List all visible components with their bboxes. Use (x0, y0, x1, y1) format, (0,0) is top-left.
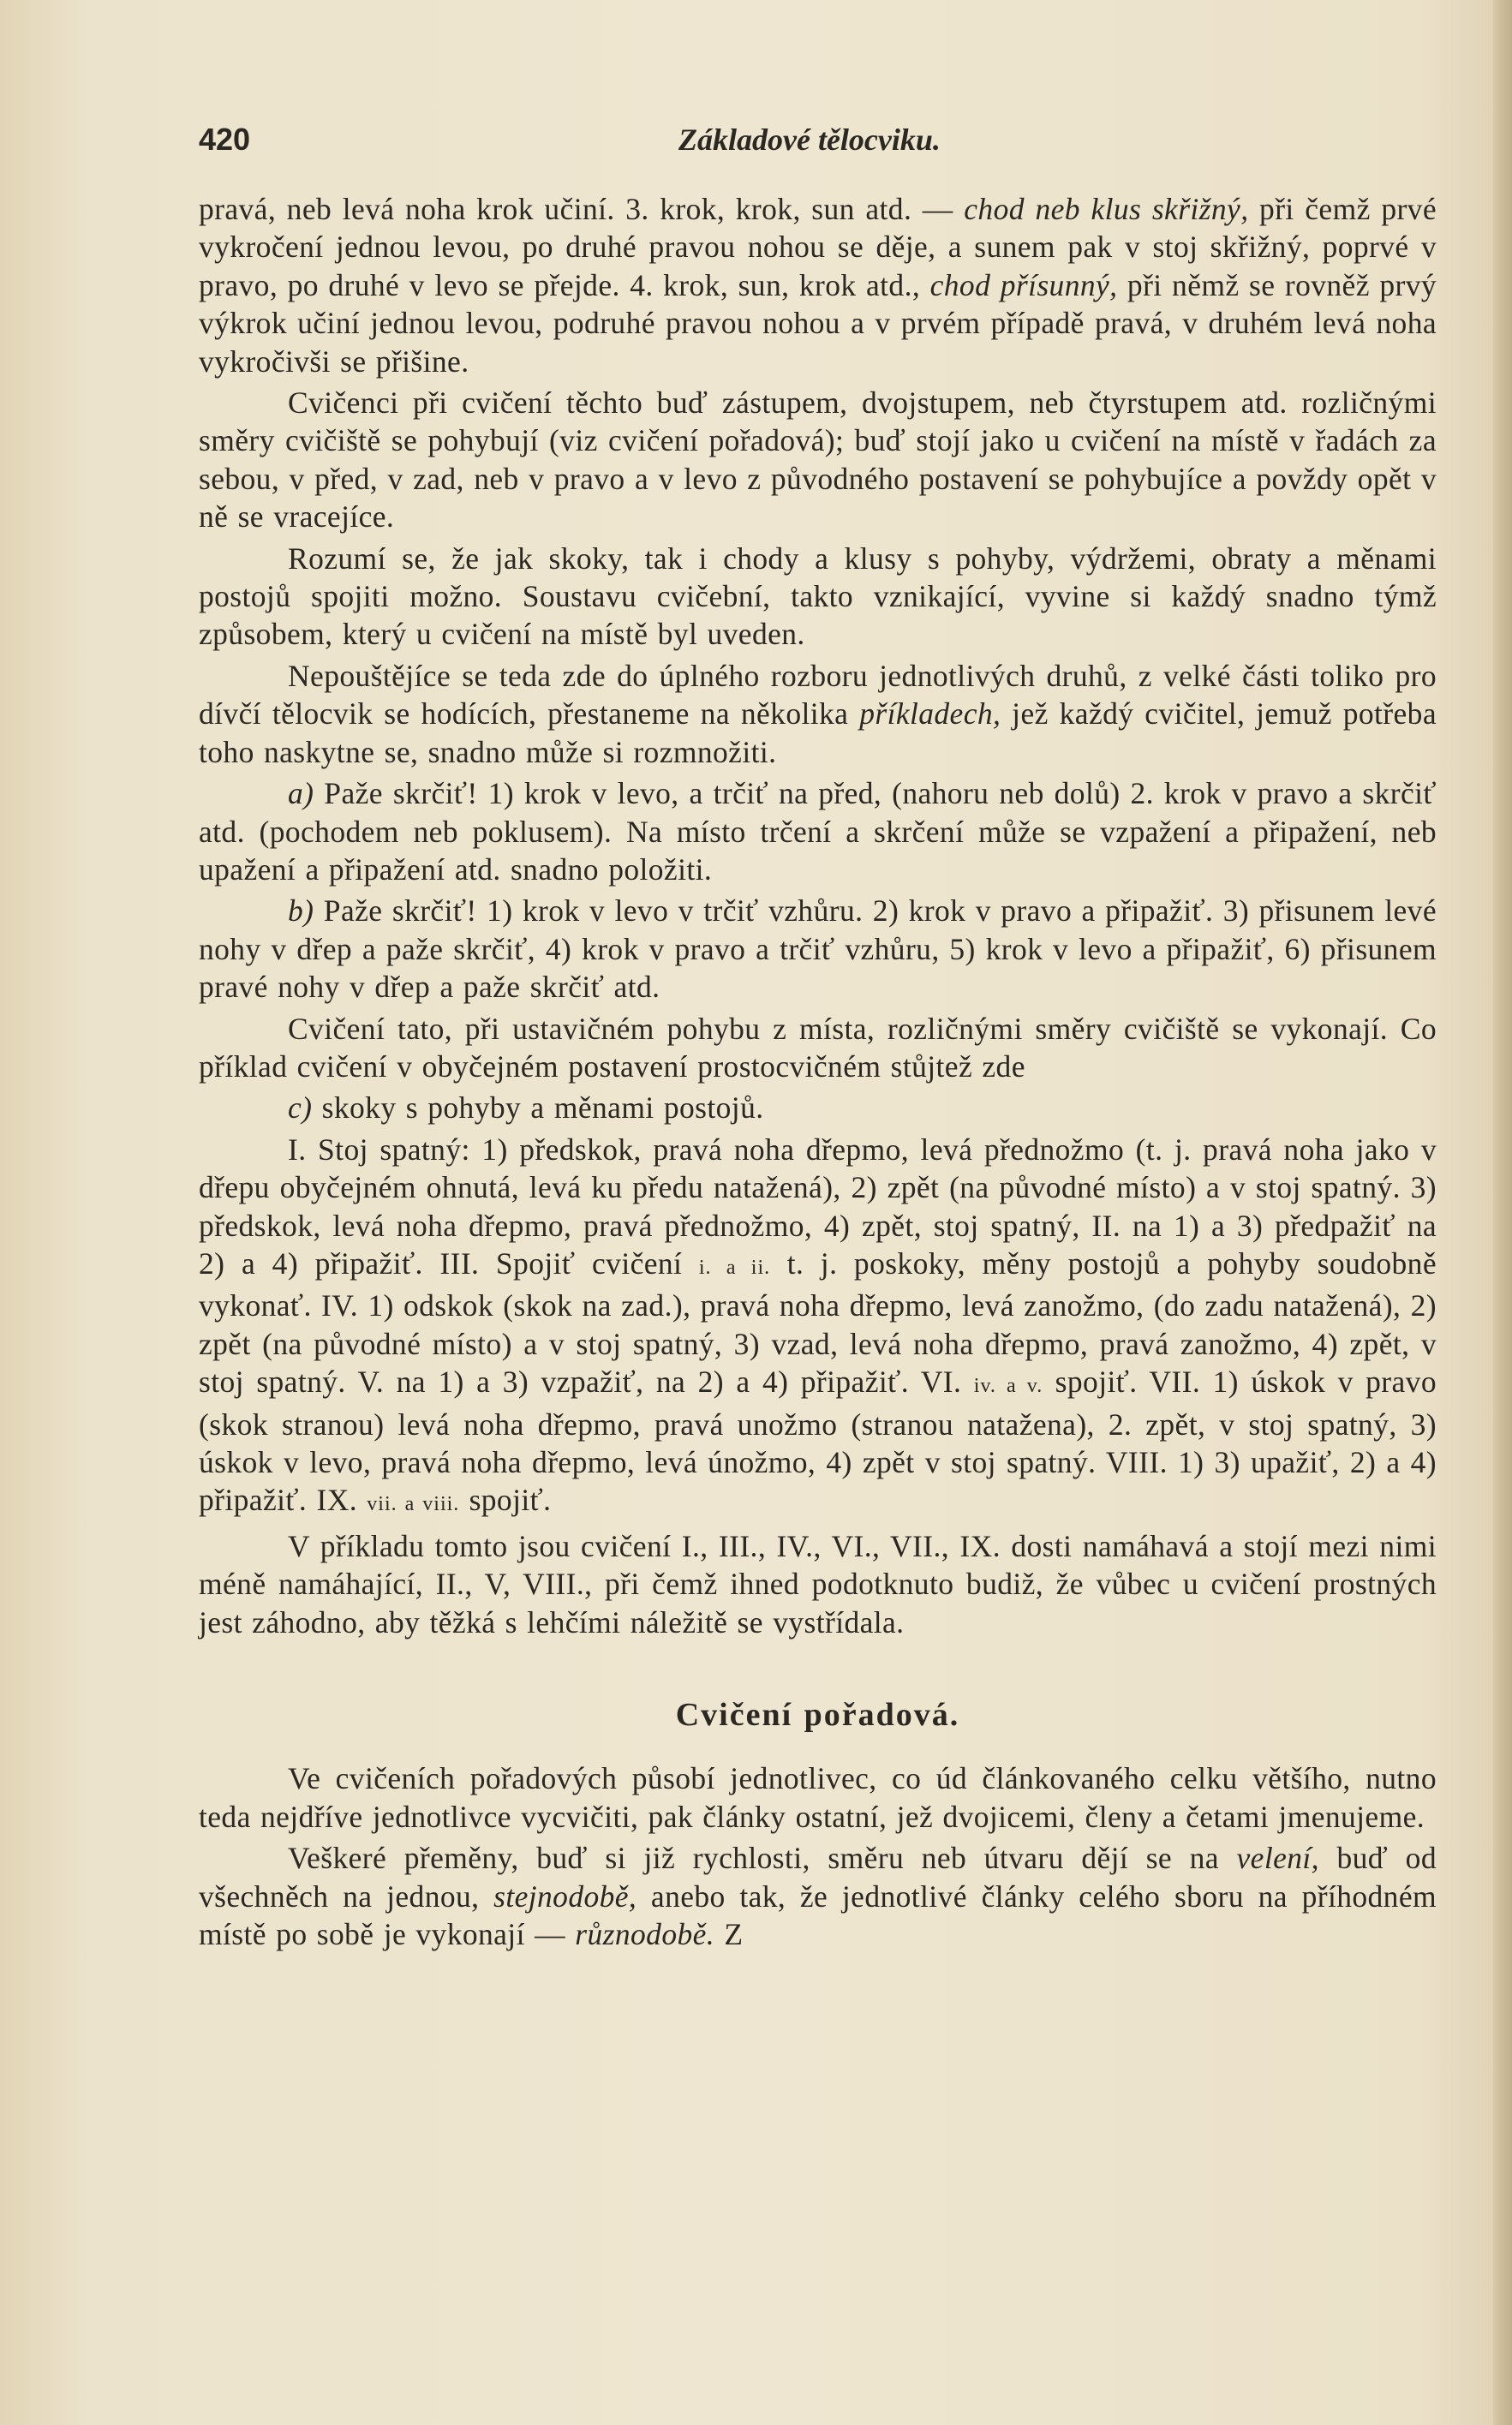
paragraph-1: pravá, neb levá noha krok učiní. 3. krok, krok, sun atd. — chod neb klus skřižný, při čemž prvé vykročení jednou levou, po druhé pravou nohou se děje, a sunem pak v stoj skřižný, poprvé v pravo, po druhé v levo se přejde. 4. krok, sun, krok atd., chod přísunný, při němž se rovněž prvý výkrok učiní jednou levou, podruhé pravou nohou a v prvém případě pravá, v druhém levá noha vykročivši se přišine. (199, 192, 1437, 379)
example-c: c) skoky s pohyby a měnami postojů. (288, 1090, 764, 1126)
paragraph-6: I. Stoj spatný: 1) předskok, pravá noha dřepmo, levá přednožmo (t. j. pravá noha jako v dřepu obyčejném ohnutá, levá ku předu natažená), 2) zpět (na původné místo) a v stoj spatný. 3) předskok, levá noha dřepmo, pravá přednožmo, 4) zpět, stoj spatný, II. na 1) a 3) předpažiť na 2) a 4) připažiť. III. Spojiť cvičení i. a ii. t. j. poskoky, měny postojů a pohyby soudobně vykonať. IV. 1) odskok (skok na zad.), pravá noha dřepmo, levá zanožmo, (do zadu natažená), 2) zpět (na původné místo) a v stoj spatný, 3) vzad, levá noha dřepmo, pravá zanožmo, 4) zpět, v stoj spatný. V. na 1) a 3) vzpažiť, na 2) a 4) připažiť. VI. iv. a v. spojiť. VII. 1) úskok v pravo (skok stranou) levá noha dřepmo, pravá unožmo (stranou natažena), 2. zpět, v stoj spatný, 3) úskok v levo, pravá noha dřepmo, levá únožmo, 4) zpět v stoj spatný. VIII. 1) 3) upažiť, 2) a 4) připažiť. IX. vii. a viii. spojiť. (199, 1132, 1437, 1518)
paragraph-3: Rozumí se, že jak skoky, tak i chody a klusy s pohyby, výdržemi, obraty a měnami postojů spojiti možno. Soustavu cvičební, takto vznikající, vyvine si každý snadno týmž způsobem, který u cvičení na místě byl uveden. (199, 541, 1437, 652)
paragraph-7: V příkladu tomto jsou cvičení I., III., IV., VI., VII., IX. dosti namáhavá a stojí mezi nimi méně namáhající, II., V, VIII., při čemž ihned podotknuto budiž, že vůbec u cvičení prostných jest záhodno, aby těžká s lehčími náležitě se vystřídala. (199, 1528, 1437, 1640)
paragraph-8: Ve cvičeních pořadových působí jednotlivec, co úd článkovaného celku většího, nutno teda nejdříve jednotlivce vycvičiti, pak články ostatní, jež dvojicemi, členy a četami jmenujeme. (199, 1761, 1437, 1834)
paragraph-9: Veškeré přeměny, buď si již rychlosti, směru neb útvaru dějí se na velení, buď od všechněch na jednou, stejnodobě, anebo tak, že jednotlivé články celého sboru na příhodném místě po sobě je vykonají — různodobě. Z (199, 1841, 1437, 1952)
page-number: 420 (199, 122, 251, 157)
paragraph-4: Nepouštějíce se teda zde do úplného rozboru jednotlivých druhů, z velké části toliko pro dívčí tělocvik se hodících, přestaneme na několika příkladech, jež každý cvičitel, jemuž potřeba toho naskytne se, snadno může si rozmnožiti. (199, 658, 1437, 769)
running-head: Základové tělocviku. (678, 122, 941, 157)
section-title: Cvičení pořadová. (675, 1697, 960, 1734)
term-veleni: velení, (1236, 1841, 1319, 1876)
paragraph-5: Cvičení tato, při ustavičném pohybu z místa, rozličnými směry cvičiště se vykonají. Co příklad cvičení v obyčejném postavení prostocvičném stůjtež zde (199, 1011, 1437, 1084)
example-a-label: a) (288, 776, 314, 811)
paragraph-2: Cvičenci při cvičení těchto buď zástupem, dvojstupem, neb čtyrstupem atd. rozličnými směry cvičiště se pohybují (viz cvičení pořadová); buď stojí jako u cvičení na místě v řadách za sebou, v před, v zad, neb v pravo a v levo z původného postavení se pohybujíce a povždy opět v ně se vracejíce. (199, 385, 1437, 535)
body-text (199, 190, 1437, 1953)
page-header (199, 122, 1432, 164)
example-b-label: b) (288, 893, 314, 929)
term-ruznodobe: různodobě. (575, 1917, 715, 1952)
term-chod-prisunny: chod přísunný, (929, 267, 1118, 302)
term-stejnodobe: stejnodobě, (493, 1878, 637, 1914)
page-edge (1493, 0, 1512, 2425)
term-prikladech: příkladech, (859, 696, 1001, 732)
example-a: a) Paže skrčiť! 1) krok v levo, a trčiť na před, (nahoru neb dolů) 2. krok v pravo a skrčiť atd. (pochodem neb poklusem). Na místo trčení a skrčení může se vzpažení a připažení, neb upažení a připažení atd. snadno položiti. (199, 776, 1437, 887)
example-b: b) Paže skrčiť! 1) krok v levo v trčiť vzhůru. 2) krok v pravo a připažiť. 3) přisunem levé nohy v dřep a paže skrčiť, 4) krok v pravo a trčiť vzhůru, 5) krok v levo a připažiť, 6) přisunem pravé nohy v dřep a paže skrčiť atd. (199, 893, 1437, 1005)
example-c-label: c) (288, 1090, 313, 1126)
term-chod-skrizny: chod neb klus skřižný, (964, 192, 1249, 226)
